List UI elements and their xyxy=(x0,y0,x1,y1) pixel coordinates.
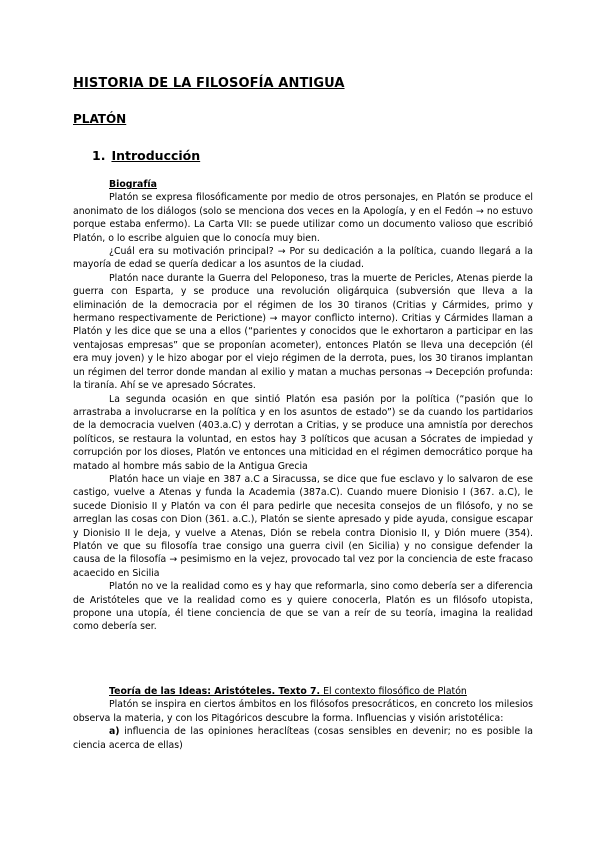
ideas-heading xyxy=(73,685,533,698)
paragraph: ¿Cuál era su motivación principal? → Por su dedicación a la política, cuando llegará a la mayoría de edad se quería dedicar a los asuntos de la ciudad. xyxy=(73,246,533,271)
ideas-heading-rest: El contexto filosófico de Platón xyxy=(320,686,467,697)
paragraph: La segunda ocasión en que sintió Platón esa pasión por la política (“pasión que lo arrastraba a involucrarse en la política y en los asuntos de estado”) se da cuando los partidarios de la democracia vuelven (403.a.C) y derrotan a Critias, y se produce una amnistía por derechos políticos, se restaura la voluntad, en estos hay 3 políticos que acusan a Sócrates de impiedad y corrupción por los dioses, Platón ve entonces una miticidad en el régimen democrático porque ha matado al hombre más sabio de la Antigua Grecia xyxy=(73,393,533,472)
ideas-heading-bold: Teoría de las Ideas: Aristóteles. Texto 7. xyxy=(109,686,321,697)
paragraph: Platón nace durante la Guerra del Peloponeso, tras la muerte de Pericles, Atenas pierde la guerra con Esparta, y se produce una revolución oligárquica (subversión que lleva a la eliminación de la democracia por el régimen de los 30 tiranos (Critias y Cármides, primo y hermano respectivamente de Perictione) → mayor conflicto interno). Critias y Cármides llaman a Platón y les dice que se una a ellos (“parientes y conocidos que le exhortaron a participar en las ventajosas empresas” que se proponían acometer), entonces Platón se lleva una decepción (él era muy joven) y le hizo abogar por el viejo régimen de la derrota, pues, los 30 tiranos implantan un régimen del terror donde mandan al exilio y matan a muchas personas → Decepción profunda: la tiranía. Ahí se ve apresado Sócrates. xyxy=(73,272,533,392)
biography-block xyxy=(73,178,533,634)
subsection-title: Introducción xyxy=(111,148,201,163)
biography-heading: Biografía xyxy=(109,179,157,190)
subsection-heading xyxy=(92,148,200,163)
paragraph: Platón se inspira en ciertos ámbitos en los filósofos presocráticos, en concreto los milesios observa la materia, y con los Pitagóricos descubre la forma. Influencias y visión aristotélica: xyxy=(73,699,533,724)
paragraph: Platón se expresa filosóficamente por medio de otros personajes, en Platón se produce el anonimato de los diálogos (solo se menciona dos veces en la Apología, y en el Fedón → no estuvo porque estaba enfermo). La Carta VII: se puede utilizar como un documento valioso que escribió Platón, o lo escribe alguien que lo conocía muy bien. xyxy=(73,192,533,244)
paragraph: Platón no ve la realidad como es y hay que reformarla, sino como debería ser a diferencia de Aristóteles que ve la realidad como es y quiere conocerla, Platón es un filósofo utopista, propone una utopía, él tiene conciencia de que se van a reír de su teoría, imagina la realidad como debería ser. xyxy=(73,581,533,633)
list-item xyxy=(73,725,533,752)
paragraph: Platón hace un viaje en 387 a.C a Siracussa, se dice que fue esclavo y lo salvaron de ese castigo, vuelve a Atenas y funda la Academia (387a.C). Cuando muere Dionisio I (367. a.C), le sucede Dionisio II y Platón va con él para pedirle que necesita consejos de un filósofo, y no se arreglan las cosas con Dion (361. a.C.), Platón se siente apresado y pide ayuda, consigue escapar y Dionisio II le deja, y vuelve a Atenas, Dión se rebela contra Dionisio II, y Dión muere (354). Platón ve que su filosofía trae consigo una guerra civil (en Sicilia) y no consigue defender la causa de la filosofía → pesimismo en la vejez, provocado tal vez por la conciencia de este fracaso acaecido en Sicilia xyxy=(73,473,533,579)
section-heading: PLATÓN xyxy=(73,112,127,126)
ideas-block xyxy=(73,685,533,752)
subsection-number: 1. xyxy=(92,148,106,163)
list-item-label: a) xyxy=(109,726,120,738)
list-item-text: influencia de las opiniones heraclíteas (cosas sensibles en devenir; no es posible la ciencia acerca de ellas) xyxy=(73,726,533,751)
document-title: HISTORIA DE LA FILOSOFÍA ANTIGUA xyxy=(73,76,345,91)
